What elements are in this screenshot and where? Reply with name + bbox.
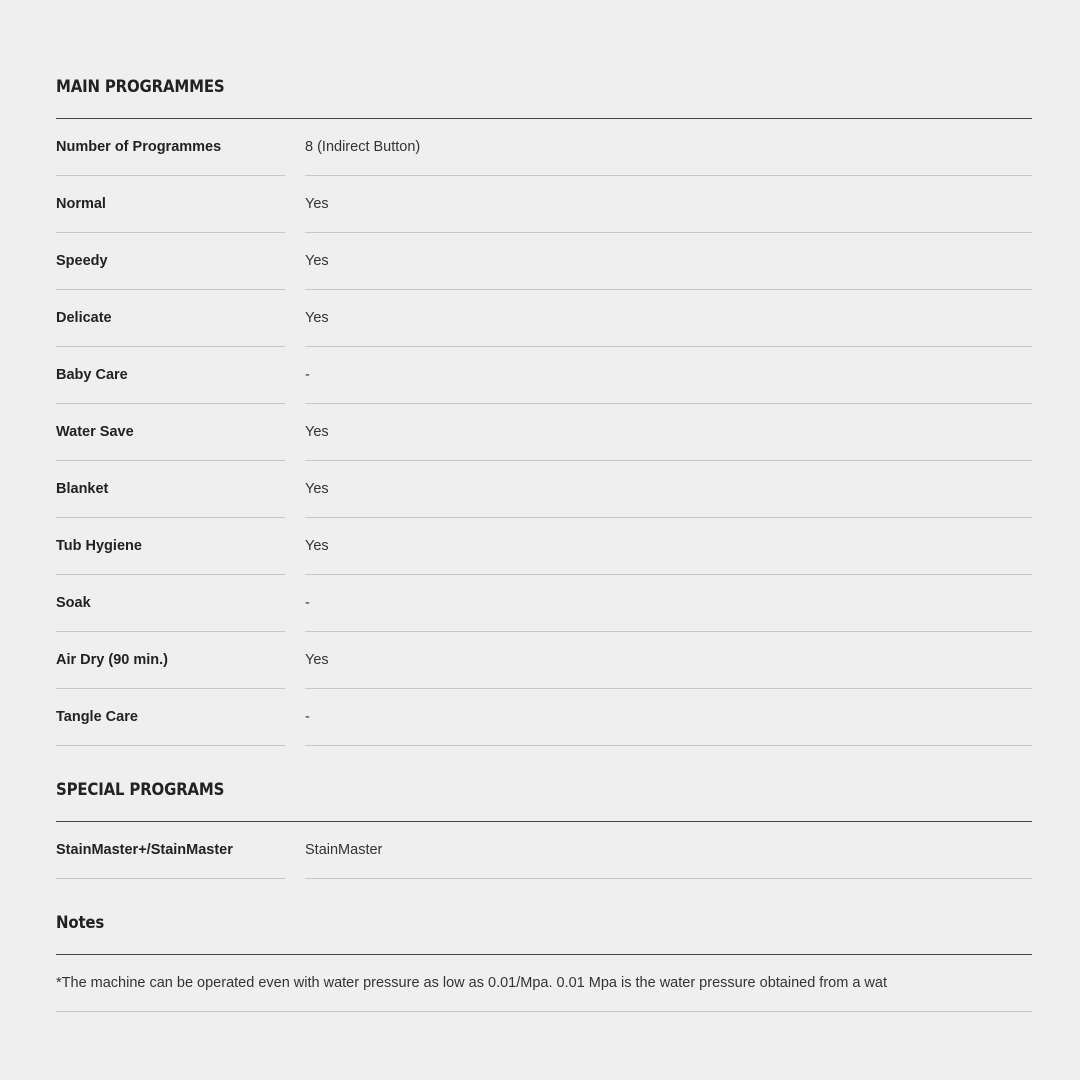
column-gap	[285, 689, 305, 746]
spec-label: Delicate	[56, 290, 285, 347]
spec-value: Yes	[305, 290, 1032, 347]
spec-row	[56, 632, 1032, 689]
section-title: MAIN PROGRAMMES	[56, 77, 225, 97]
column-gap	[285, 404, 305, 461]
spec-label: Tangle Care	[56, 689, 285, 746]
spec-value: -	[305, 347, 1032, 404]
spec-row	[56, 822, 1032, 879]
column-gap	[285, 176, 305, 233]
spec-row	[56, 518, 1032, 575]
spec-value: Yes	[305, 176, 1032, 233]
spec-label: Blanket	[56, 461, 285, 518]
spec-value: Yes	[305, 233, 1032, 290]
spec-row	[56, 461, 1032, 518]
main-programmes-section	[56, 77, 1032, 97]
column-gap	[285, 119, 305, 176]
notes-section	[56, 913, 1032, 933]
spec-label: Tub Hygiene	[56, 518, 285, 575]
column-gap	[285, 632, 305, 689]
spec-row	[56, 689, 1032, 746]
notes-text: *The machine can be operated even with water pressure as low as 0.01/Mpa. 0.01 Mpa is the water pressure obtained from a wat	[56, 955, 1032, 1012]
spec-label: Baby Care	[56, 347, 285, 404]
section-title: SPECIAL PROGRAMS	[56, 780, 225, 800]
spec-label: Soak	[56, 575, 285, 632]
column-gap	[285, 575, 305, 632]
column-gap	[285, 822, 305, 879]
special-programs-table	[56, 822, 1032, 879]
spec-row	[56, 404, 1032, 461]
spec-value: -	[305, 689, 1032, 746]
spec-row	[56, 290, 1032, 347]
column-gap	[285, 233, 305, 290]
spec-label: Water Save	[56, 404, 285, 461]
spec-label: Speedy	[56, 233, 285, 290]
spec-value: Yes	[305, 461, 1032, 518]
spec-row	[56, 176, 1032, 233]
spec-label: Normal	[56, 176, 285, 233]
column-gap	[285, 518, 305, 575]
column-gap	[285, 290, 305, 347]
spec-row	[56, 575, 1032, 632]
spec-row	[56, 347, 1032, 404]
spec-value: Yes	[305, 518, 1032, 575]
spec-value: Yes	[305, 632, 1032, 689]
spec-label: Air Dry (90 min.)	[56, 632, 285, 689]
spec-row	[56, 119, 1032, 176]
section-title: Notes	[56, 913, 105, 933]
spec-label: Number of Programmes	[56, 119, 285, 176]
spec-label: StainMaster+/StainMaster	[56, 822, 285, 879]
spec-value: -	[305, 575, 1032, 632]
spec-row	[56, 233, 1032, 290]
special-programs-section	[56, 780, 1032, 800]
spec-value: 8 (Indirect Button)	[305, 119, 1032, 176]
main-programmes-table	[56, 119, 1032, 746]
spec-value: StainMaster	[305, 822, 1032, 879]
column-gap	[285, 347, 305, 404]
spec-value: Yes	[305, 404, 1032, 461]
column-gap	[285, 461, 305, 518]
